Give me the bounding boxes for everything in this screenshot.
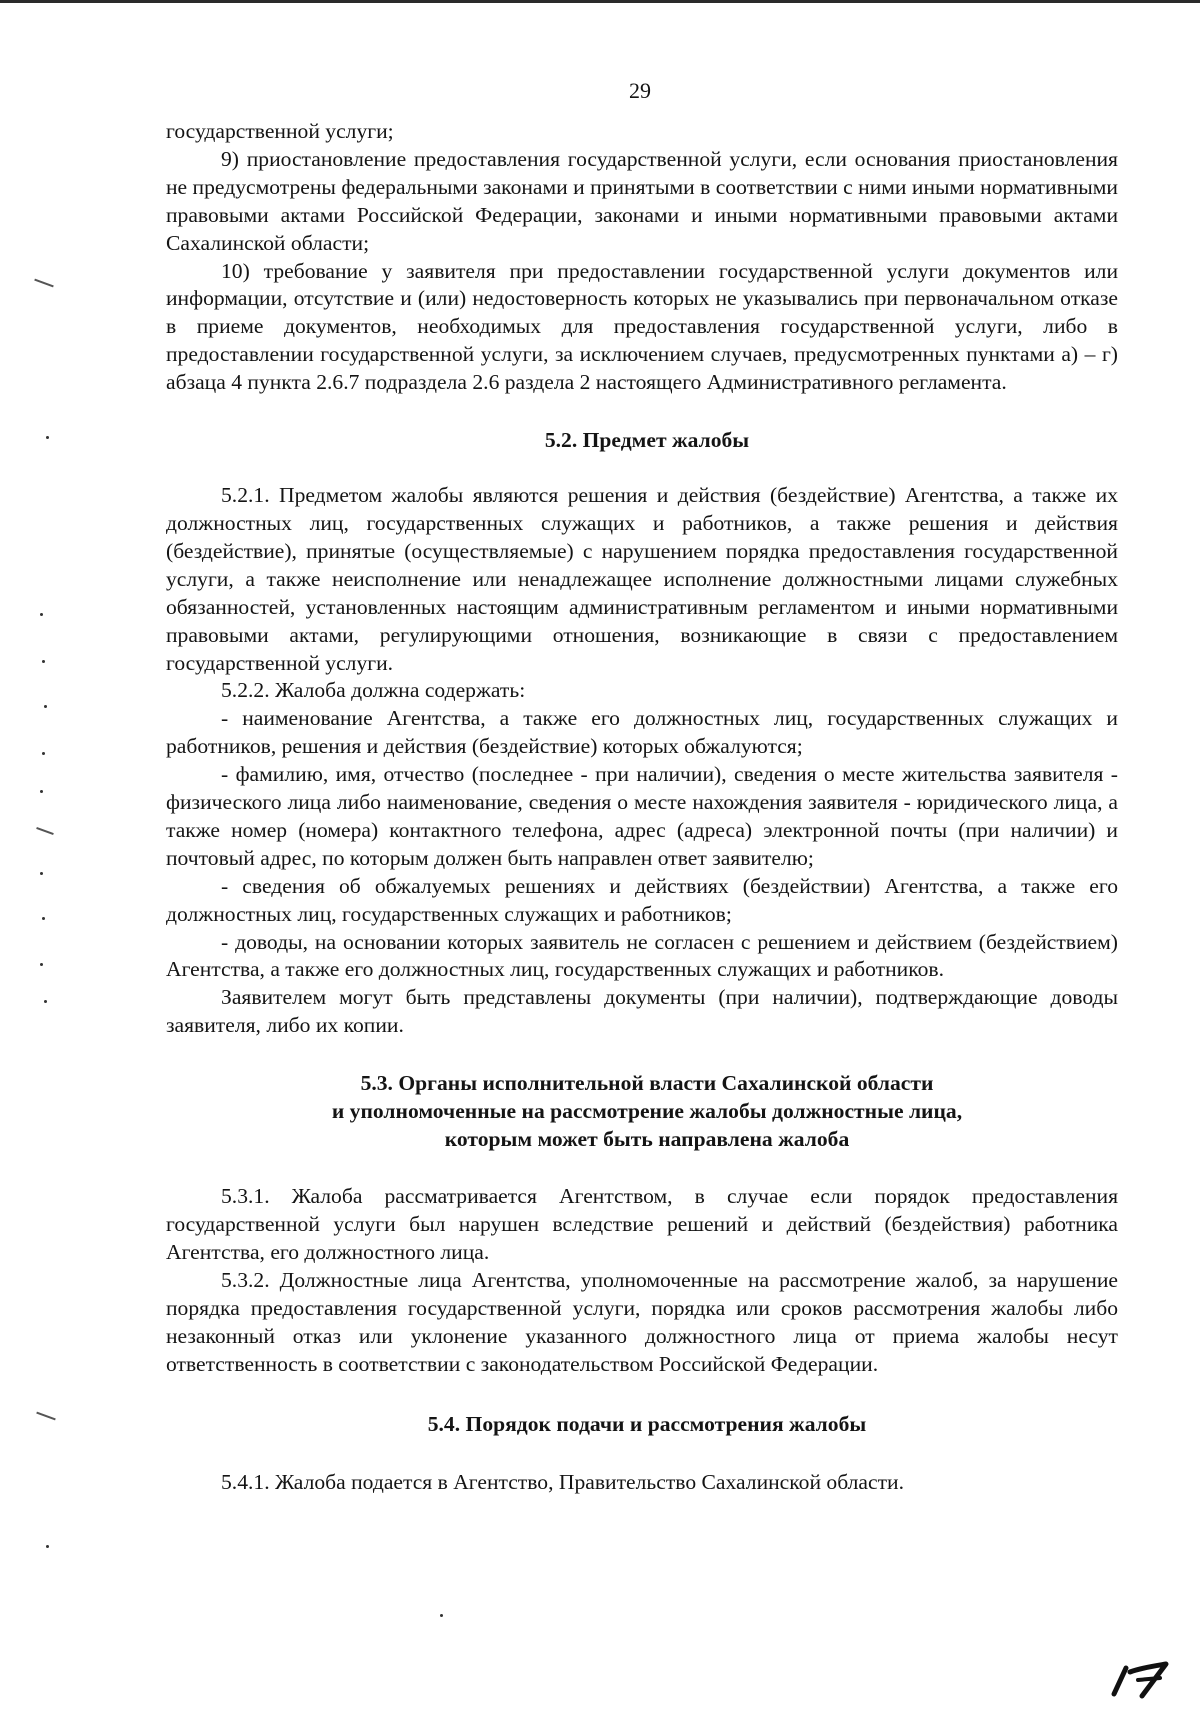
section-heading-line: 5.2. Предмет жалобы [544,428,750,453]
paragraph: 5.3.2. Должностные лица Агентства, уполномоченные на рассмотрение жалоб, за нарушение порядка предоставления государственной услуги, порядка или сроков рассмотрения жалобы либо незаконный отказ или уклонение указанного должностного лица от приема жалобы несут ответственность в соответствии с законодательством Российской Федерации. [166,1267,1118,1376]
section-heading [166,1410,1118,1438]
section-heading-line: которым может быть направлена жалоба [444,1127,850,1152]
section-heading-line: 5.4. Порядок подачи и рассмотрения жалобы [427,1411,867,1436]
scan-speck [40,613,43,616]
paragraph: - фамилию, имя, отчество (последнее - при наличии), сведения о месте жительства заявителя - физического лица либо наименование, сведения о месте нахождения заявителя - юридического лица, а также номер (номера) контактного телефона, адрес (адреса) электронной почты (при наличии) и почтовый адрес, по которым должен быть направлен ответ заявителю; [166,762,1118,870]
paragraph: - наименование Агентства, а также его должностных лиц, государственных служащих и работников, решения и действия (бездействие) которых обжалуются; [166,706,1118,759]
scan-mark [36,1412,55,1421]
scan-speck [46,436,49,439]
section-heading [166,1069,1118,1153]
scan-speck [40,790,43,793]
paragraph: Заявителем могут быть представлены документы (при наличии), подтверждающие доводы заявителя, либо их копии. [166,985,1118,1038]
section-heading-line: и уполномоченные на рассмотрение жалобы должностные лица, [331,1099,963,1124]
document-body [166,118,1118,1496]
scan-top-edge [0,0,1200,3]
scan-speck [44,705,47,708]
page-number: 29 [629,78,651,103]
handwritten-page-mark [1108,1650,1170,1700]
paragraph: 5.2.2. Жалоба должна содержать: [221,678,526,703]
scan-speck [44,1000,47,1003]
scan-speck [40,872,43,875]
paragraph: 10) требование у заявителя при предоставлении государственной услуги документов или информации, отсутствие и (или) недостоверность которых не указывались при первоначальном отказе в приеме документов, необходимых для предоставления государственной услуги, либо в предоставлении государственной услуги, за исключением случаев, предусмотренных пунктами а) – г) абзаца 4 пункта 2.6.7 подраздела 2.6 раздела 2 настоящего Административного регламента. [166,258,1118,395]
scan-mark [34,279,53,288]
paragraph: 9) приостановление предоставления государственной услуги, если основания приостановления не предусмотрены федеральными законами и принятыми в соответствии с ними иными нормативными правовыми актами Российской Федерации, законами и иными нормативными правовыми актами Сахалинской области; [166,146,1118,255]
scan-mark [36,827,54,835]
paragraph: 5.4.1. Жалоба подается в Агентство, Правительство Сахалинской области. [221,1469,904,1494]
paragraph: 5.2.1. Предметом жалобы являются решения и действия (бездействие) Агентства, а также их должностных лиц, государственных служащих и работников, а также решения и действия (бездействие), принятые (осуществляемые) с нарушением порядка предоставления государственной услуги, а также неисполнение или ненадлежащее исполнение должностными лицами служебных обязанностей, установленных настоящим административным регламентом и иными нормативными правовыми актами, регулирующими отношения, возникающие в связи с предоставлением государственной услуги. [166,483,1118,675]
scan-speck [42,917,45,920]
paragraph: государственной услуги; [166,119,394,143]
scan-speck [42,660,45,663]
scan-speck [40,963,43,966]
scan-speck [440,1614,443,1617]
scan-speck [42,752,45,755]
paragraph: - сведения об обжалуемых решениях и действиях (бездействии) Агентства, а также его должностных лиц, государственных служащих и работников; [166,873,1118,926]
paragraph: - доводы, на основании которых заявитель не согласен с решением и действием (бездействием) Агентства, а также его должностных лиц, государственных служащих и работников. [166,929,1118,982]
paragraph: 5.3.1. Жалоба рассматривается Агентством, в случае если порядок предоставления государственной услуги был нарушен вследствие решений и действий (бездействия) работника Агентства, его должностного лица. [166,1184,1118,1264]
section-heading [166,426,1118,454]
section-heading-line: 5.3. Органы исполнительной власти Сахалинской области [360,1071,934,1096]
scan-speck [46,1545,49,1548]
